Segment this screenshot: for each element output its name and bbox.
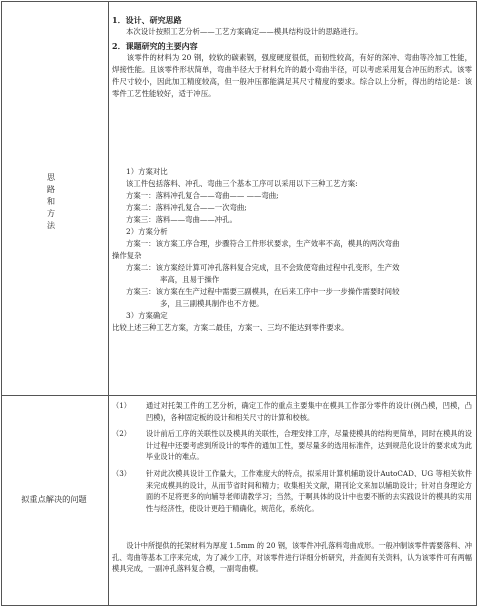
option-3: 方案三：落料——弯曲——冲孔。 [126, 215, 237, 224]
problem-number: （3） [112, 469, 131, 478]
column-divider [108, 2, 109, 605]
analysis-1a: 方案一：该方案工序合理，步骤符合工件形状要求，生产效率不高，模具的两次弯曲 [126, 239, 400, 248]
analysis-title: 2）方案分析 [126, 227, 168, 236]
label-char: 和 [46, 196, 56, 206]
problem-text: 针对此次模具设计工作量大，工作难度大的特点，拟采用计算机辅助设计AutoCAD、UG 等相关软件来完成模具的设计，从而节省时间和精力；收集相关文献，期刊论文来加以辅助设计；针对自身理论方面的不足将更多的向辅导老师请教学习；当然，于啊具体的设计中也要不断的去实践设计的模具的实用性与经济性，使设计更趋于精确化，规范化，系统化。 [146, 469, 472, 513]
label-char: 路 [46, 184, 56, 194]
label-char: 思 [46, 172, 56, 182]
compare-title: 1）方案对比 [126, 167, 168, 176]
confirm-title: 3）方案确定 [126, 311, 168, 320]
research-content [112, 14, 472, 100]
option-2: 方案二：落料冲孔复合——一次弯曲; [126, 203, 247, 212]
analysis-3b: 多，且三副模具制作也不方便。 [160, 299, 264, 308]
section1-heading: 1．设计、研究思路 [112, 15, 182, 25]
label-char: 方 [46, 208, 56, 218]
problem-item [112, 468, 474, 538]
final-paragraph-text: 设计中所提供的托架材料为厚度 1.5mm 的 20 钢，该零件冲孔落料弯曲成形。一般冲制该零件需要落料、冲孔、弯曲等基本工序来完成，为了减少工序，对该零件进行详细分析研究，并查阅有关资料，认为该零件可有两幅模具完成，一副冲孔落料复合模，一副弯曲模。 [112, 541, 472, 573]
problem-item [112, 400, 474, 424]
analysis-3a: 方案三：该方案在生产过程中需要三副模具，在后来工序中一步一步操作需要时间较 [126, 287, 400, 296]
row-divider [2, 395, 476, 396]
scheme-content [112, 166, 472, 334]
section1-text: 本次设计按照工艺分析——工艺方案确定——模具结构设计的思路进行。 [126, 27, 363, 36]
compare-intro: 该工件包括落料、冲孔、弯曲三个基本工序可以采用以下三种工艺方案: [126, 179, 358, 188]
option-1: 方案一：落料冲孔复合——弯曲—— ——弯曲; [126, 191, 279, 200]
problem-number: （1） [112, 401, 131, 410]
label-char: 法 [46, 220, 56, 230]
section2-paragraph: 该零件的材料为 20 钢，较软的碳素钢，强度硬度很低，而韧性较高，有好的深冲、弯曲等冷加工性能，焊接性能。且该零件形状简单，弯曲半径大于材料允许的最小弯曲半径，可以考虑采用复合冲压的形式。该零件尺寸较小，因此加工精度较高，但一般冲压都能满足其尺寸精度的要求。综合以上分析，得出的结论是：该零件工艺性能较好，适于冲压。 [112, 53, 472, 98]
problem-number: （2） [112, 429, 131, 438]
problem-text: 设计前后工序的关联性以及模具的关联性，合理安排工序，尽量使模具的结构更简单，同时在模具的设计过程中还要考虑到所设计的零件的通加工性，要尽量多的选用标准件，达到规范化设计的要求成为此毕业设计的难点。 [146, 429, 472, 461]
analysis-2b: 率高，且易于操作 [160, 275, 220, 284]
problem-text: 通过对托架工件的工艺分析，确定工作的重点主要集中在模具工作部分零件的设计(例凸模，凹模，凸凹模)，各种固定板的设计和相关尺寸的计算和校核。 [146, 401, 472, 422]
confirm-text: 比较上述三种工艺方案，方案二最佳，方案一、三均不能达到零件要求。 [112, 323, 349, 332]
section2-heading: 2．课题研究的主要内容 [112, 41, 198, 51]
analysis-1b: 操作复杂 [112, 251, 142, 260]
key-problems-label: 拟重点解决的问题 [21, 494, 87, 504]
analysis-2a: 方案二：该方案经计算可冲孔落料复合完成，且不会致使弯曲过程中孔变形，生产效 [126, 263, 400, 272]
problem-item [112, 428, 474, 464]
thinking-method-label [44, 171, 58, 231]
